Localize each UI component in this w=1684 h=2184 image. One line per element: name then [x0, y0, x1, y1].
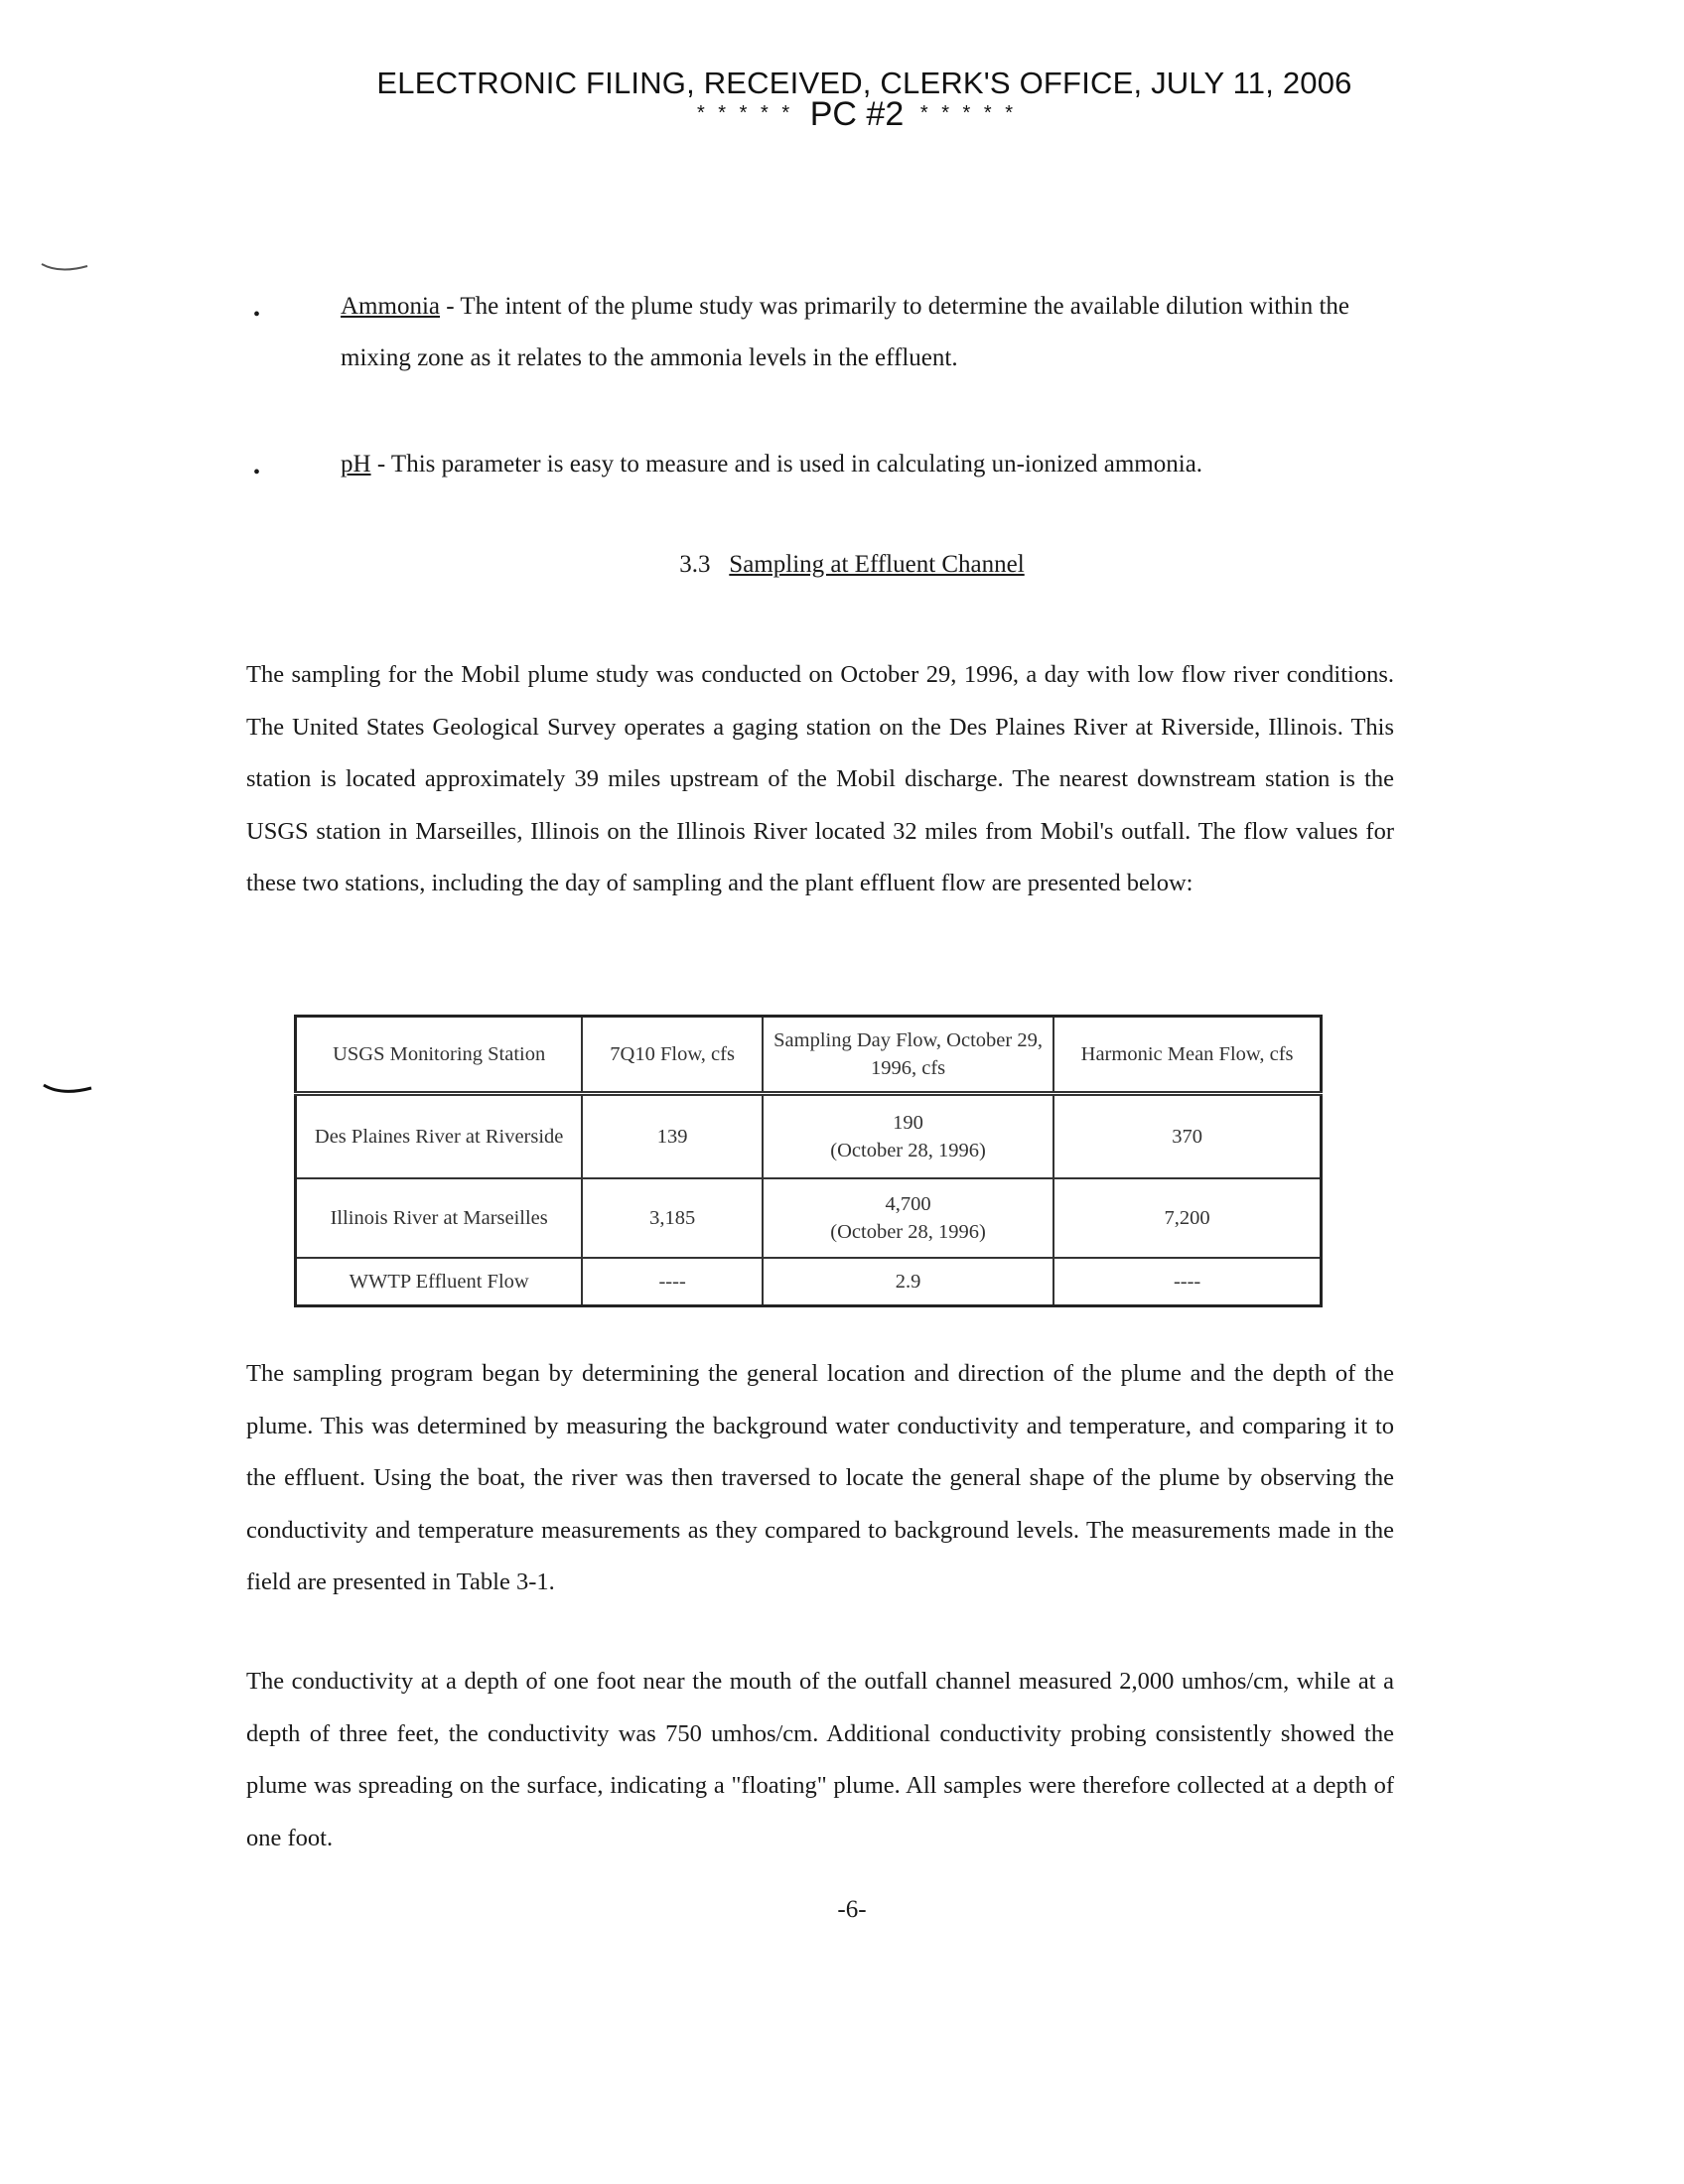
table-row: [296, 1258, 1322, 1306]
section-title: Sampling at Effluent Channel: [729, 551, 1025, 578]
cell-sampling-day: [763, 1178, 1053, 1258]
section-heading: [10, 551, 1684, 579]
cell-station: Des Plaines River at Riverside: [296, 1094, 583, 1179]
cell-station: WWTP Effluent Flow: [296, 1258, 583, 1306]
stars-left: * * * * *: [696, 102, 794, 124]
cell-harmonic: 370: [1053, 1094, 1321, 1179]
pc-label-line: [30, 95, 1684, 133]
bullet-body: - The intent of the plume study was primarily to determine the available dilution within the mixing zone as it relates to the ammonia levels in the effluent.: [341, 293, 1349, 371]
bullet-dot-icon: •: [253, 462, 261, 483]
filing-header: [0, 66, 1684, 133]
header-7q10: 7Q10 Flow, cfs: [582, 1017, 763, 1094]
table-row: [296, 1178, 1322, 1258]
cell-station: Illinois River at Marseilles: [296, 1178, 583, 1258]
header-station: USGS Monitoring Station: [296, 1017, 583, 1094]
sampling-value: 190: [893, 1112, 923, 1134]
paragraph-sampling-conditions: The sampling for the Mobil plume study was conducted on October 29, 1996, a day with low flow river conditions. The United States Geological Survey operates a gaging station on the Des Plaines River at Riverside, Illinois. This station is located approximately 39 miles upstream of the Mobil discharge. The nearest downstream station is the USGS station in Marseilles, Illinois on the Illinois River located 32 miles from Mobil's outfall. The flow values for these two stations, including the day of sampling and the plant effluent flow are presented below:: [246, 661, 1394, 896]
sampling-value: 2.9: [895, 1271, 921, 1293]
cell-7q10: ----: [582, 1258, 763, 1306]
bullet-term: Ammonia: [341, 293, 440, 320]
bullet-text: [341, 439, 1393, 490]
sampling-note: (October 28, 1996): [830, 1221, 986, 1243]
flow-table: [294, 1015, 1323, 1307]
stars-right: * * * * *: [919, 102, 1018, 124]
bullet-text: [341, 281, 1393, 384]
header-harmonic-mean: Harmonic Mean Flow, cfs: [1053, 1017, 1321, 1094]
table-row: [296, 1094, 1322, 1179]
page-number: -6-: [837, 1896, 867, 1923]
pc-label: PC #2: [809, 95, 905, 133]
cell-7q10: 3,185: [582, 1178, 763, 1258]
cell-sampling-day: [763, 1258, 1053, 1306]
section-number: 3.3: [679, 551, 711, 578]
bullet-body: - This parameter is easy to measure and is used in calculating un-ionized ammonia.: [370, 451, 1203, 478]
sampling-value: 4,700: [885, 1193, 931, 1215]
table-header-row: [296, 1017, 1322, 1094]
bullet-dot-icon: •: [253, 304, 261, 326]
scan-mark-icon: [42, 1082, 95, 1098]
sampling-note: (October 28, 1996): [830, 1140, 986, 1161]
scan-mark-icon: [40, 260, 93, 276]
cell-harmonic: 7,200: [1053, 1178, 1321, 1258]
cell-sampling-day: [763, 1094, 1053, 1179]
cell-harmonic: ----: [1053, 1258, 1321, 1306]
cell-7q10: 139: [582, 1094, 763, 1179]
filing-stamp-line: ELECTRONIC FILING, RECEIVED, CLERK'S OFFICE, JULY 11, 2006: [376, 66, 1352, 100]
paragraph-sampling-program: The sampling program began by determining the general location and direction of the plume and the depth of the plume. This was determined by measuring the background water conductivity and temperature, and comparing it to the effluent. Using the boat, the river was then traversed to locate the general shape of the plume by observing the conductivity and temperature measurements as they compared to background levels. The measurements made in the field are presented in Table 3-1.: [246, 1360, 1394, 1595]
bullet-term: pH: [341, 451, 371, 478]
header-sampling-day: Sampling Day Flow, October 29, 1996, cfs: [763, 1017, 1053, 1094]
paragraph-conductivity: The conductivity at a depth of one foot near the mouth of the outfall channel measured 2,000 umhos/cm, while at a depth of three feet, the conductivity was 750 umhos/cm. Additional conductivity probing consistently showed the plume was spreading on the surface, indicating a "floating" plume. All samples were therefore collected at a depth of one foot.: [246, 1668, 1394, 1851]
